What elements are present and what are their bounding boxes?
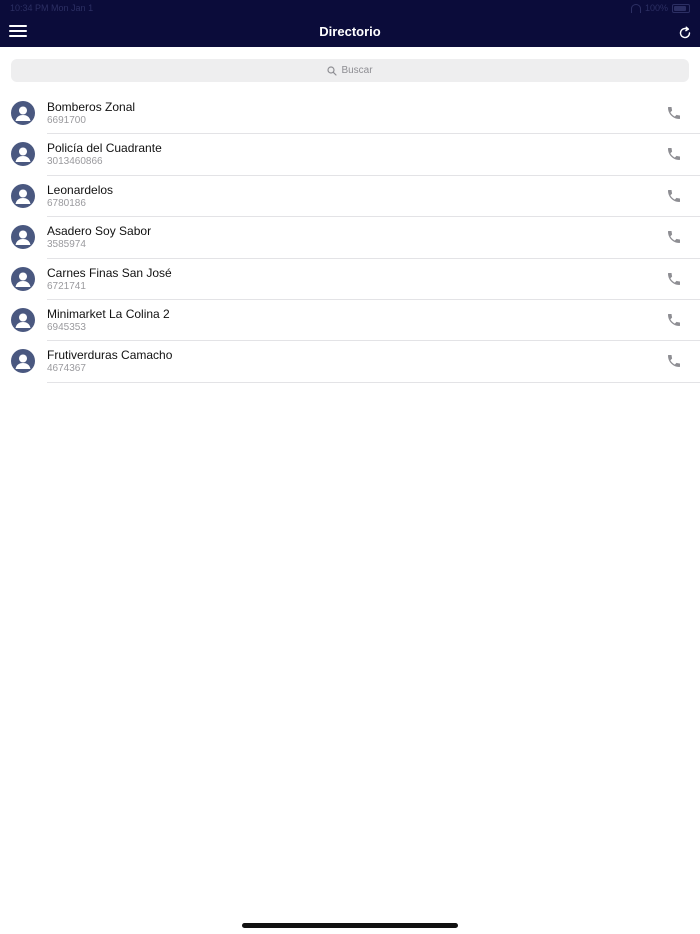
phone-icon — [666, 229, 682, 245]
contact-name: Frutiverduras Camacho — [47, 348, 173, 363]
avatar-icon — [11, 184, 35, 208]
contact-name: Asadero Soy Sabor — [47, 224, 152, 239]
avatar-icon — [11, 225, 35, 249]
avatar-icon — [11, 308, 35, 332]
contact-number: 6721741 — [47, 280, 86, 292]
contact-row[interactable] — [0, 134, 700, 175]
status-time: 10:34 PM — [10, 3, 49, 13]
contact-number: 6780186 — [47, 197, 86, 209]
call-button[interactable] — [666, 353, 682, 369]
call-button[interactable] — [666, 146, 682, 162]
phone-icon — [666, 353, 682, 369]
battery-text: 100% — [644, 3, 668, 13]
home-indicator[interactable] — [242, 923, 458, 928]
avatar-icon — [11, 142, 35, 166]
contact-name: Policía del Cuadrante — [47, 141, 162, 156]
status-bar — [0, 0, 700, 16]
contact-row[interactable] — [0, 259, 700, 300]
contact-row[interactable] — [0, 93, 700, 134]
contact-row[interactable] — [0, 217, 700, 258]
contact-list — [0, 93, 700, 383]
call-button[interactable] — [666, 271, 682, 287]
phone-icon — [666, 188, 682, 204]
search-placeholder: Buscar — [341, 65, 373, 76]
contact-number: 3013460866 — [47, 156, 103, 168]
avatar-icon — [11, 267, 35, 291]
app-header — [0, 0, 700, 47]
call-button[interactable] — [666, 105, 682, 121]
avatar-icon — [11, 349, 35, 373]
refresh-icon — [678, 26, 692, 40]
page-title: Directorio — [319, 24, 381, 39]
contact-name: Minimarket La Colina 2 — [47, 306, 170, 321]
contact-row[interactable] — [0, 176, 700, 217]
call-button[interactable] — [666, 312, 682, 328]
contact-number: 4674367 — [47, 363, 86, 375]
status-time-date — [10, 0, 93, 16]
wifi-icon — [631, 4, 641, 13]
contact-name: Bomberos Zonal — [47, 100, 136, 114]
battery-icon — [672, 4, 690, 13]
contact-number: 6945353 — [47, 321, 86, 333]
contact-row[interactable] — [0, 300, 700, 341]
contact-number: 6691700 — [47, 115, 86, 126]
status-indicators — [631, 0, 690, 16]
search-icon — [327, 66, 337, 76]
phone-icon — [666, 146, 682, 162]
contact-name: Carnes Finas San José — [47, 265, 172, 280]
phone-icon — [666, 105, 682, 121]
refresh-button[interactable] — [678, 26, 692, 40]
status-date: Mon Jan 1 — [51, 3, 94, 13]
contact-name: Leonardelos — [47, 182, 114, 197]
row-divider — [47, 382, 700, 383]
phone-icon — [666, 312, 682, 328]
call-button[interactable] — [666, 229, 682, 245]
avatar-icon — [11, 101, 35, 125]
call-button[interactable] — [666, 188, 682, 204]
search-input[interactable] — [11, 59, 689, 82]
phone-icon — [666, 271, 682, 287]
contact-number: 3585974 — [47, 239, 86, 251]
contact-row[interactable] — [0, 341, 700, 382]
